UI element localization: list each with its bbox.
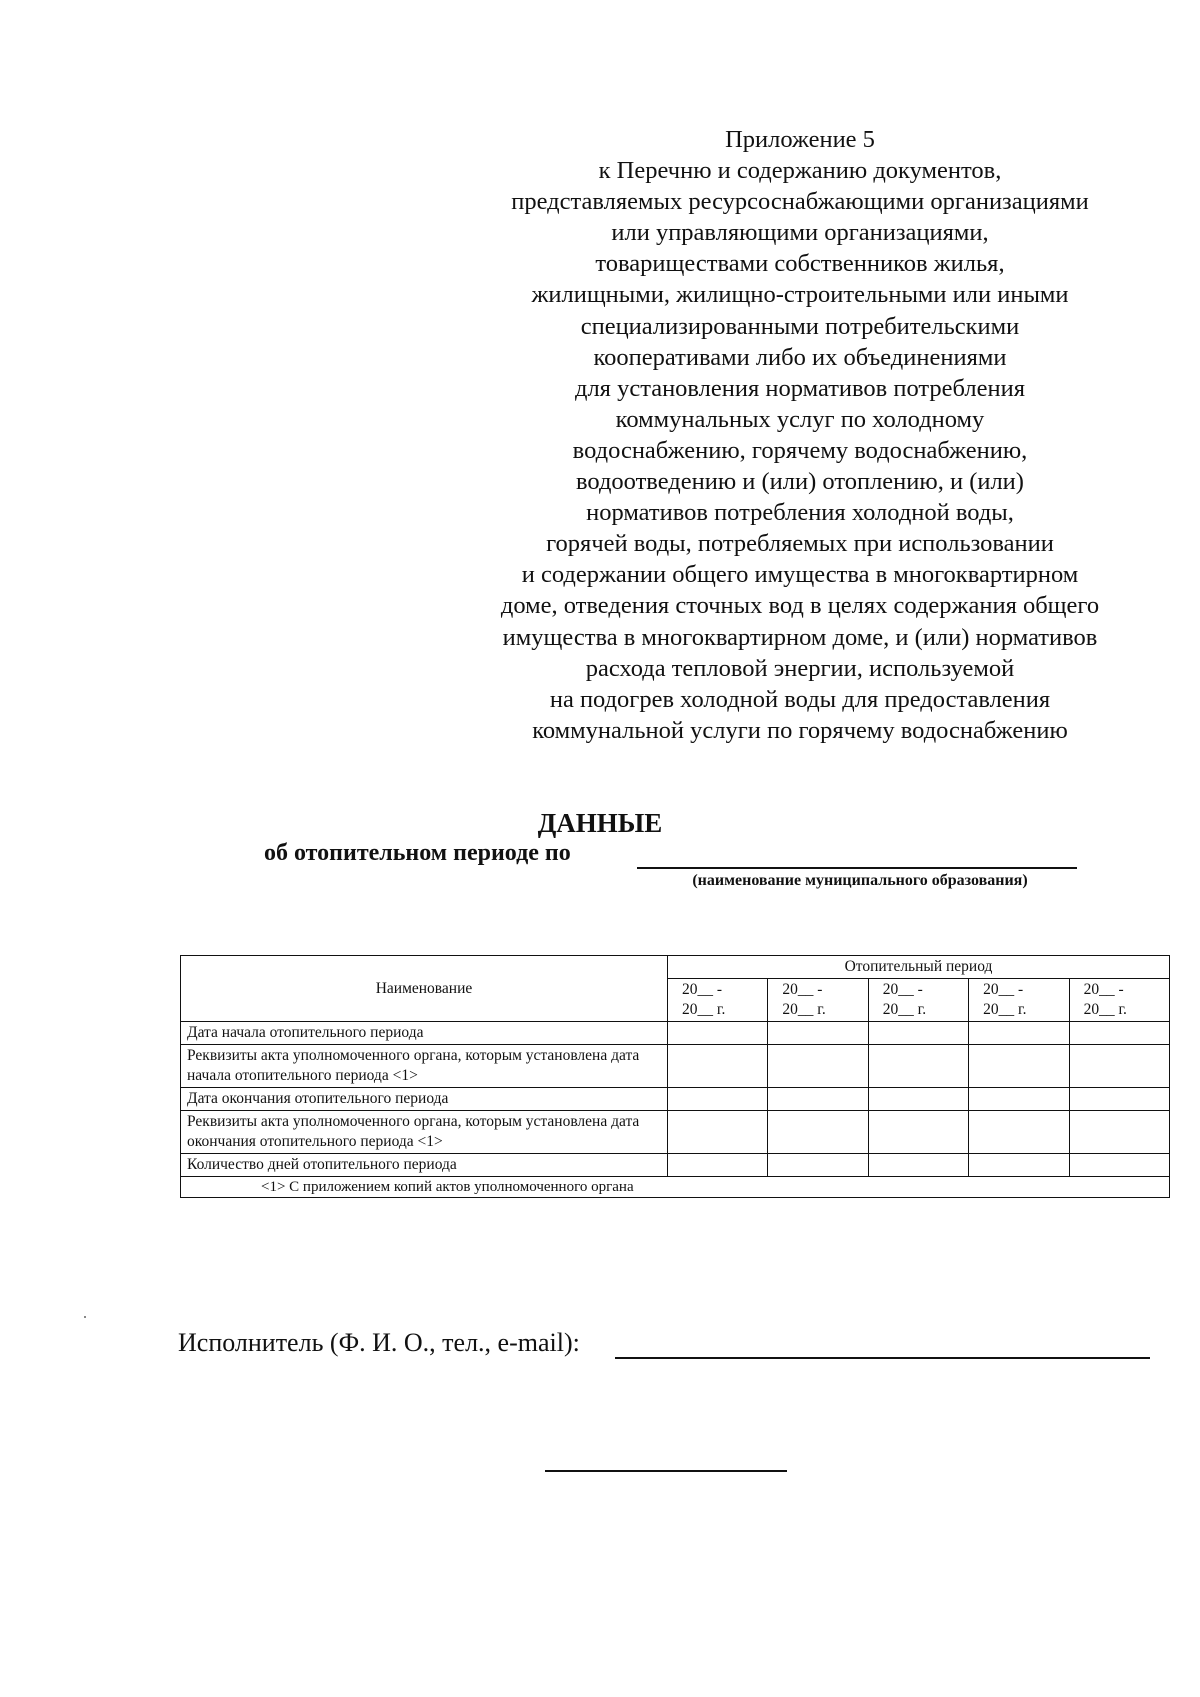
footnote-row xyxy=(181,1177,1170,1198)
data-cell[interactable] xyxy=(868,1111,968,1154)
document-title: ДАННЫЕ xyxy=(537,808,663,838)
appendix-line: жилищными, жилищно-строительными или иными xyxy=(531,281,1069,309)
closing-divider xyxy=(545,1470,787,1472)
data-cell[interactable] xyxy=(969,1088,1069,1111)
scan-speck xyxy=(84,1316,86,1318)
appendix-line: на подогрев холодной воды для предоставления xyxy=(549,685,1051,713)
appendix-line: коммунальной услуги по горячему водоснабжению xyxy=(532,716,1068,744)
appendix-line: представляемых ресурсоснабжающими организациями xyxy=(511,188,1089,216)
row-label: Реквизиты акта уполномоченного органа, которым установлена дата начала отопительного периода <1> xyxy=(181,1045,668,1088)
appendix-line: нормативов потребления холодной воды, xyxy=(586,499,1014,527)
table-footnote: <1> С приложением копий актов уполномоченного органа xyxy=(181,1177,1170,1198)
row-label: Реквизиты акта уполномоченного органа, которым установлена дата окончания отопительного периода <1> xyxy=(181,1111,668,1154)
data-cell[interactable] xyxy=(969,1111,1069,1154)
appendix-line: доме, отведения сточных вод в целях содержания общего xyxy=(500,592,1100,620)
data-cell[interactable] xyxy=(668,1045,768,1088)
appendix-line: водоснабжению, горячему водоснабжению, xyxy=(572,436,1028,464)
data-cell[interactable] xyxy=(868,1022,968,1045)
executor-fill-line[interactable] xyxy=(615,1357,1150,1359)
appendix-line: водоотведению и (или) отоплению, и (или) xyxy=(576,468,1024,496)
table-row xyxy=(181,1111,1170,1154)
appendix-line: имущества в многоквартирном доме, и (или) нормативов xyxy=(502,623,1098,651)
row-label: Дата начала отопительного периода xyxy=(181,1022,668,1045)
executor-label: Исполнитель (Ф. И. О., тел., e-mail): xyxy=(178,1328,580,1357)
appendix-header xyxy=(450,124,1150,746)
heating-period-table xyxy=(180,955,1170,1198)
table-row xyxy=(181,1154,1170,1177)
appendix-line: и содержании общего имущества в многоквартирном xyxy=(521,561,1079,589)
data-cell[interactable] xyxy=(1069,1045,1169,1088)
year-column-header: 20__ - 20__ г. xyxy=(768,979,868,1022)
table-row xyxy=(181,1088,1170,1111)
data-cell[interactable] xyxy=(969,1045,1069,1088)
appendix-line: кооперативами либо их объединениями xyxy=(593,343,1007,371)
year-column-header: 20__ - 20__ г. xyxy=(969,979,1069,1022)
appendix-line: специализированными потребительскими xyxy=(580,312,1020,340)
data-cell[interactable] xyxy=(969,1154,1069,1177)
appendix-line: коммунальных услуг по холодному xyxy=(615,405,985,433)
data-cell[interactable] xyxy=(768,1088,868,1111)
data-cell[interactable] xyxy=(768,1111,868,1154)
table-row xyxy=(181,1022,1170,1045)
data-cell[interactable] xyxy=(768,1045,868,1088)
data-cell[interactable] xyxy=(1069,1111,1169,1154)
data-cell[interactable] xyxy=(668,1022,768,1045)
table-row xyxy=(181,1045,1170,1088)
data-cell[interactable] xyxy=(868,1154,968,1177)
appendix-line: Приложение 5 xyxy=(725,126,875,153)
appendix-line: или управляющими организациями, xyxy=(611,219,989,247)
row-label: Количество дней отопительного периода xyxy=(181,1154,668,1177)
row-label: Дата окончания отопительного периода xyxy=(181,1088,668,1111)
data-cell[interactable] xyxy=(1069,1022,1169,1045)
year-column-header: 20__ - 20__ г. xyxy=(868,979,968,1022)
year-column-header: 20__ - 20__ г. xyxy=(1069,979,1169,1022)
data-cell[interactable] xyxy=(768,1154,868,1177)
data-cell[interactable] xyxy=(868,1045,968,1088)
appendix-line: к Перечню и содержанию документов, xyxy=(598,157,1002,185)
appendix-line: горячей воды, потребляемых при использовании xyxy=(546,530,1054,558)
data-cell[interactable] xyxy=(1069,1088,1169,1111)
appendix-line: товариществами собственников жилья, xyxy=(595,250,1005,278)
year-column-header: 20__ - 20__ г. xyxy=(668,979,768,1022)
document-subtitle: об отопительном периоде по xyxy=(264,840,571,866)
data-cell[interactable] xyxy=(1069,1154,1169,1177)
municipality-fill-line[interactable] xyxy=(637,867,1077,869)
data-cell[interactable] xyxy=(668,1088,768,1111)
data-cell[interactable] xyxy=(768,1022,868,1045)
data-cell[interactable] xyxy=(969,1022,1069,1045)
name-column-header: Наименование xyxy=(181,956,668,1022)
appendix-line: расхода тепловой энергии, используемой xyxy=(585,654,1015,682)
period-column-header: Отопительный период xyxy=(668,956,1170,979)
appendix-line: для установления нормативов потребления xyxy=(574,374,1025,402)
data-cell[interactable] xyxy=(868,1088,968,1111)
data-cell[interactable] xyxy=(668,1111,768,1154)
municipality-caption: (наименование муниципального образования) xyxy=(692,872,1028,889)
data-cell[interactable] xyxy=(668,1154,768,1177)
